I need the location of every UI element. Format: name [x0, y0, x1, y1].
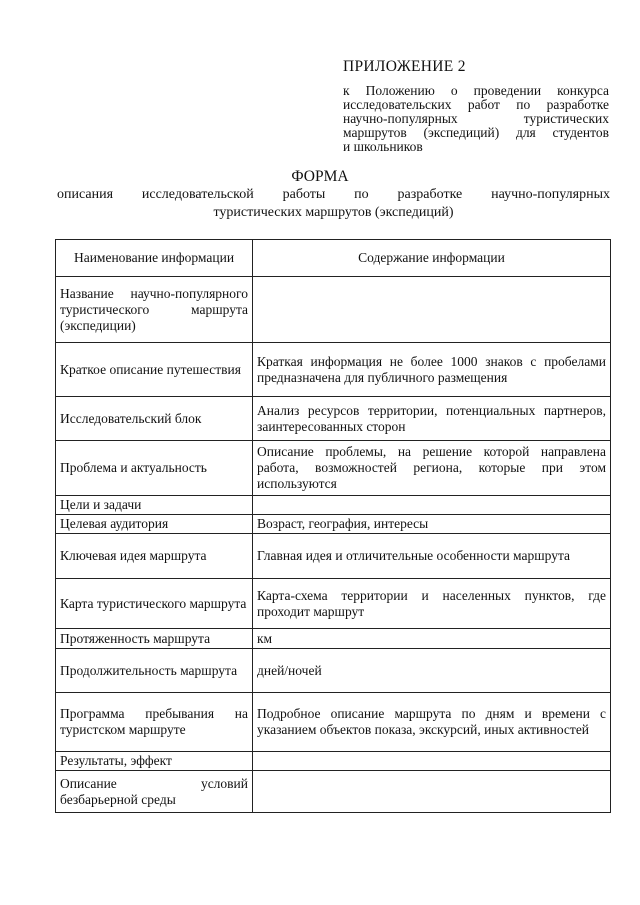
- row-content: Анализ ресурсов территории, потенциальных партнеров, заинтересованных сторон: [253, 397, 611, 441]
- reference-line: к Положению о проведении конкурса: [343, 83, 609, 98]
- table-row: [56, 515, 611, 534]
- table-row: [56, 693, 611, 752]
- row-content: [253, 496, 611, 515]
- reference-line: исследовательских работ по разработке: [343, 97, 609, 112]
- row-name: Описание условий безбарьерной среды: [56, 771, 253, 813]
- row-name: Карта туристического маршрута: [56, 579, 253, 629]
- info-table: [55, 239, 611, 813]
- table-row: [56, 397, 611, 441]
- row-name: Продолжительность маршрута: [56, 649, 253, 693]
- row-content: [253, 277, 611, 343]
- form-subtitle: [57, 186, 610, 222]
- table-row: [56, 441, 611, 496]
- table-row: [56, 579, 611, 629]
- row-content: [253, 771, 611, 813]
- row-content: дней/ночей: [253, 649, 611, 693]
- row-content: Главная идея и отличительные особенности маршрута: [253, 534, 611, 579]
- reference-line: и школьников: [343, 139, 423, 154]
- row-name: Краткое описание путешествия: [56, 343, 253, 397]
- row-name: Цели и задачи: [56, 496, 253, 515]
- table-row: [56, 752, 611, 771]
- table-row: [56, 629, 611, 649]
- appendix-title: ПРИЛОЖЕНИЕ 2: [343, 58, 466, 75]
- reference-line: научно-популярных туристических: [343, 111, 609, 126]
- row-name: Название научно-популярного туристического маршрута (экспедиции): [56, 277, 253, 343]
- table-row: [56, 277, 611, 343]
- row-content: Карта-схема территории и населенных пунктов, где проходит маршрут: [253, 579, 611, 629]
- table-row: [56, 534, 611, 579]
- row-name: Протяженность маршрута: [56, 629, 253, 649]
- row-name: Ключевая идея маршрута: [56, 534, 253, 579]
- row-name: Программа пребывания на туристском маршруте: [56, 693, 253, 752]
- row-name: Проблема и актуальность: [56, 441, 253, 496]
- row-name: Исследовательский блок: [56, 397, 253, 441]
- row-content: Описание проблемы, на решение которой направлена работа, возможностей региона, которые при этом используются: [253, 441, 611, 496]
- appendix-reference: [343, 84, 609, 154]
- reference-line: маршрутов (экспедиций) для студентов: [343, 125, 609, 140]
- header-name-column: Наименование информации: [56, 240, 253, 277]
- table-row: [56, 496, 611, 515]
- table-header-row: [56, 240, 611, 277]
- row-name: Результаты, эффект: [56, 752, 253, 771]
- row-content: [253, 752, 611, 771]
- row-content: Краткая информация не более 1000 знаков с пробелами предназначена для публичного размещения: [253, 343, 611, 397]
- header-content-column: Содержание информации: [253, 240, 611, 277]
- table-row: [56, 343, 611, 397]
- table-row: [56, 771, 611, 813]
- row-content: Возраст, география, интересы: [253, 515, 611, 534]
- form-subtitle-line: описания исследовательской работы по разработке научно-популярных: [57, 187, 610, 202]
- row-content: Подробное описание маршрута по дням и времени с указанием объектов показа, экскурсий, иных активностей: [253, 693, 611, 752]
- form-subtitle-line: туристических маршрутов (экспедиций): [213, 205, 454, 220]
- table-row: [56, 649, 611, 693]
- row-content: км: [253, 629, 611, 649]
- row-name: Целевая аудитория: [56, 515, 253, 534]
- form-title: ФОРМА: [291, 168, 349, 185]
